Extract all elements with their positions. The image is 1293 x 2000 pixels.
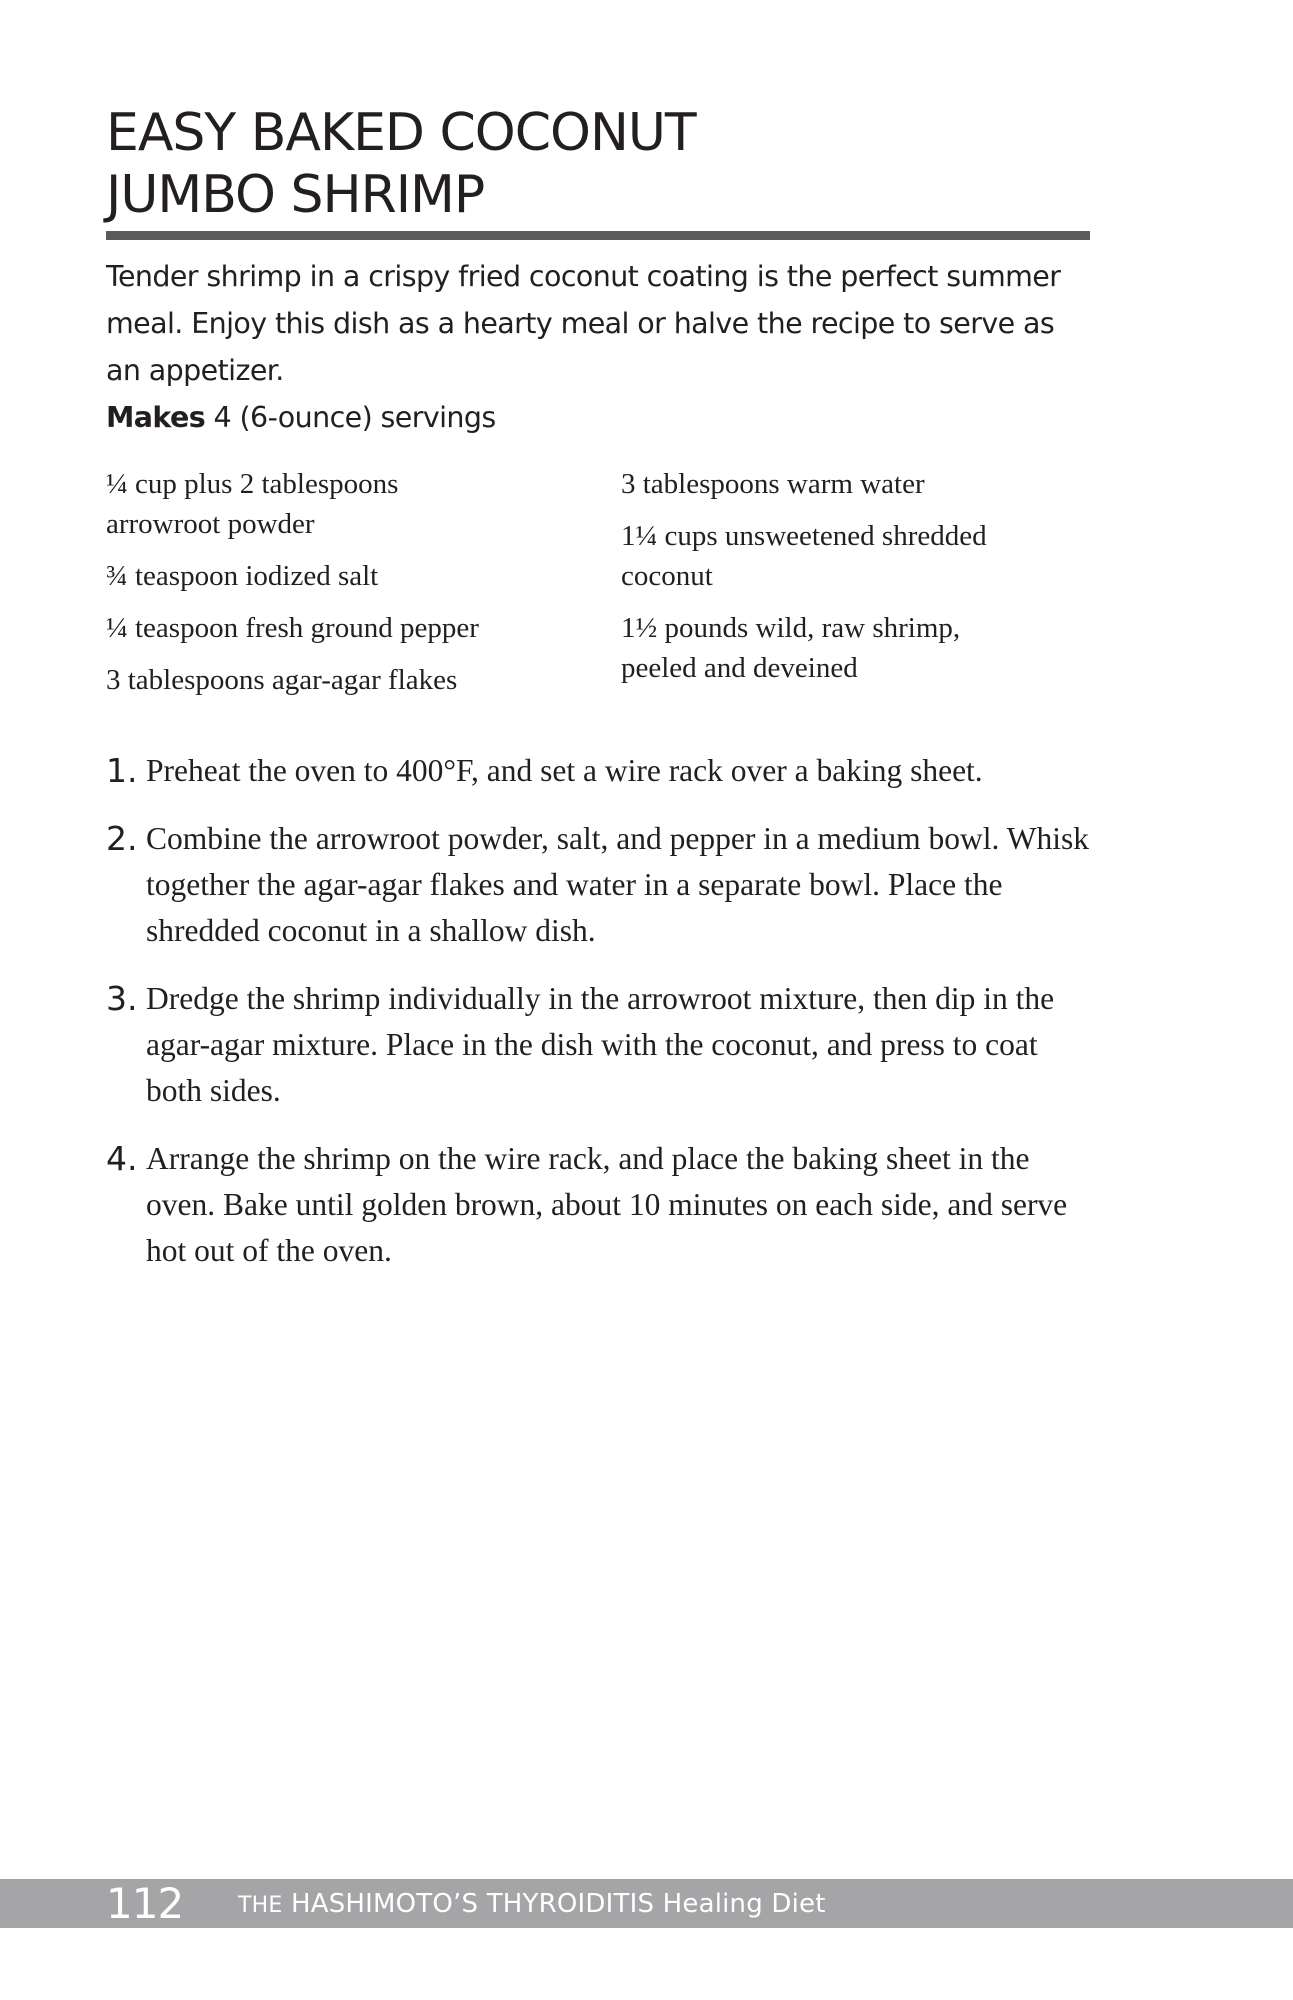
- recipe-title: [106, 102, 1106, 226]
- running-head-suffix: Healing Diet: [662, 1889, 826, 1919]
- running-head-prefix: THE: [238, 1893, 283, 1918]
- recipe-yield: [106, 394, 1096, 441]
- ingredient-item: 1½ pounds wild, raw shrimp, peeled and deveined: [621, 612, 961, 684]
- running-head: [238, 1879, 826, 1931]
- step-number: 1.: [106, 751, 138, 790]
- step-number: 4.: [106, 1139, 138, 1178]
- step-item: [106, 1136, 1096, 1274]
- ingredients-left-column: [106, 464, 586, 712]
- step-item: [106, 748, 1101, 794]
- step-item: [106, 976, 1096, 1114]
- page-footer: [0, 1879, 1293, 1928]
- ingredients-right-column: [621, 464, 1101, 700]
- step-text: Arrange the shrimp on the wire rack, and place the baking sheet in the oven. Bake until golden brown, about 10 minutes on each side, and serve hot out of the oven.: [146, 1141, 1068, 1268]
- recipe-intro: [106, 253, 1096, 441]
- yield-value: 4 (6-ounce) servings: [213, 401, 496, 434]
- ingredient-item: 3 tablespoons agar-agar flakes: [106, 664, 458, 696]
- recipe-title-line-1: EASY BAKED COCONUT: [106, 103, 696, 163]
- ingredient-item: 1¼ cups unsweetened shredded coconut: [621, 520, 987, 592]
- title-rule: [106, 231, 1090, 240]
- step-item: [106, 816, 1096, 954]
- yield-label: Makes: [106, 401, 206, 434]
- step-text: Combine the arrowroot powder, salt, and pepper in a medium bowl. Whisk together the agar-agar flakes and water in a separate bowl. Place the shredded coconut in a shallow dish.: [146, 821, 1089, 948]
- page-number: 112: [106, 1879, 184, 1928]
- ingredient-item: ¼ teaspoon fresh ground pepper: [106, 612, 479, 644]
- step-number: 3.: [106, 979, 138, 1018]
- ingredient-item: ¾ teaspoon iodized salt: [106, 560, 379, 592]
- step-text: Preheat the oven to 400°F, and set a wire rack over a baking sheet.: [146, 753, 983, 788]
- ingredient-item: 3 tablespoons warm water: [621, 468, 925, 500]
- step-text: Dredge the shrimp individually in the arrowroot mixture, then dip in the agar-agar mixture. Place in the dish with the coconut, and press to coat both sides.: [146, 981, 1055, 1108]
- recipe-description: Tender shrimp in a crispy fried coconut coating is the perfect summer meal. Enjoy this dish as a hearty meal or halve the recipe to serve as an appetizer.: [106, 260, 1061, 387]
- step-number: 2.: [106, 819, 138, 858]
- recipe-title-line-2: JUMBO SHRIMP: [106, 165, 485, 225]
- running-head-main: HASHIMOTO’S THYROIDITIS: [290, 1889, 655, 1919]
- ingredient-item: ¼ cup plus 2 tablespoons arrowroot powder: [106, 468, 399, 540]
- recipe-steps: [106, 748, 1096, 1296]
